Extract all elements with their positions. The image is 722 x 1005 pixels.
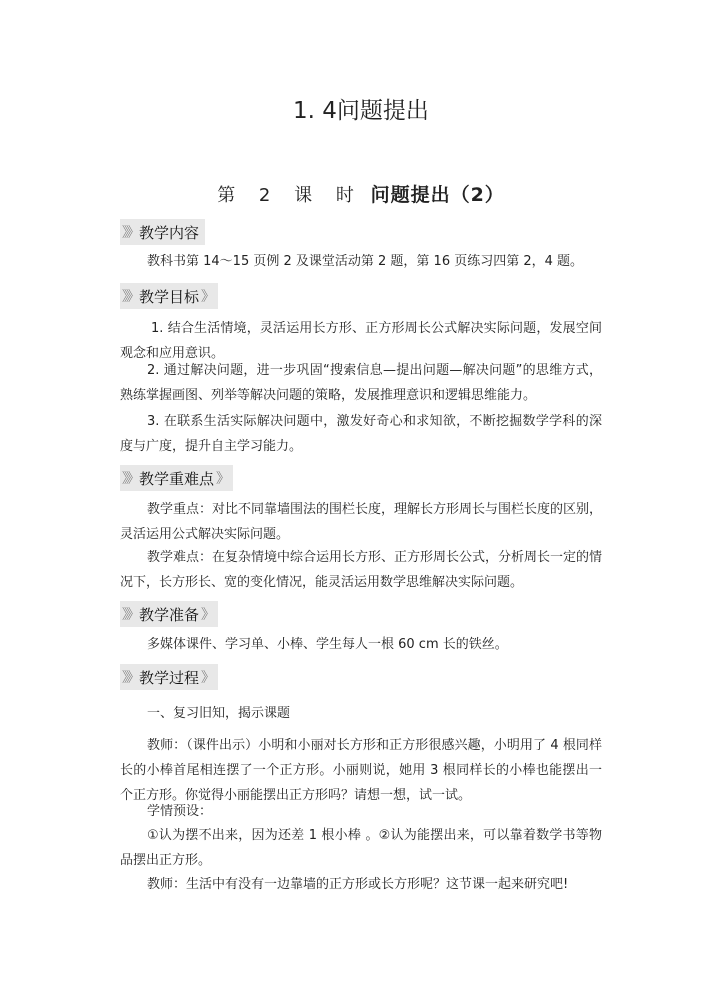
objective-item: 1. 结合生活情境，灵活运用长方形、正方形周长公式解决实际问题，发展空间观念和应用意识。 <box>120 321 602 361</box>
double-chevron-right-icon: 》 <box>216 471 228 487</box>
objective-item: 3. 在联系生活实际解决问题中，激发好奇心和求知欲，不断挖掘数学学科的深度与广度，提升自主学习能力。 <box>120 414 602 454</box>
lesson-number: 第 2 课 时 <box>217 185 363 206</box>
lesson-title <box>0 180 722 207</box>
section-header-content <box>120 219 205 245</box>
key-difficulty-text: 教学难点：在复杂情境中综合运用长方形、正方形周长公式，分析周长一定的情况下，长方形长、宽的变化情况，能灵活运用数学思维解决实际问题。 <box>120 550 603 590</box>
double-chevron-right-icon: 》 <box>201 607 213 623</box>
section-header-objectives <box>120 283 218 309</box>
section-header-label: 教学准备 <box>139 605 200 624</box>
process-teacher-text: 教师：（课件出示）小明和小丽对长方形和正方形很感兴趣，小明用了 4 根同样长的小棒首尾相连摆了一个正方形。小丽则说，她用 3 根同样长的小棒也能摆出一个正方形。你觉得小丽能摆出正方形吗？请想一想，试一试。 <box>120 738 602 803</box>
process-preview-text: ①认为摆不出来，因为还差 1 根小棒 。②认为能摆出来，可以靠着数学书等物品摆出正方形。 <box>120 828 602 868</box>
section-header-label: 教学目标 <box>139 287 200 306</box>
lesson-name: 问题提出（2） <box>370 184 505 206</box>
double-chevron-right-icon: 》 <box>201 670 213 686</box>
section-header-process <box>120 664 218 690</box>
double-chevron-icon: 》》 <box>122 289 137 305</box>
section-header-label: 教学重难点 <box>139 469 215 488</box>
double-chevron-icon: 》》 <box>122 471 137 487</box>
section-header-key-points <box>120 465 233 491</box>
section-header-label: 教学过程 <box>139 668 200 687</box>
process-step-heading: 一、复习旧知，揭示课题 <box>147 706 291 721</box>
section-header-label: 教学内容 <box>139 223 200 242</box>
double-chevron-icon: 》》 <box>122 670 137 686</box>
process-preview-label: 学情预设： <box>147 804 213 819</box>
double-chevron-icon: 》》 <box>122 225 137 241</box>
content-text: 教科书第 14～15 页例 2 及课堂活动第 2 题，第 16 页练习四第 2，4 题。 <box>147 254 584 269</box>
section-header-preparation <box>120 601 218 627</box>
double-chevron-right-icon: 》 <box>201 289 213 305</box>
key-focus-text: 教学重点：对比不同靠墙围法的围栏长度，理解长方形周长与围栏长度的区别，灵活运用公式解决实际问题。 <box>120 502 603 542</box>
objective-item: 2. 通过解决问题，进一步巩固“搜索信息—提出问题—解决问题”的思维方式，熟练掌握画图、列举等解决问题的策略，发展推理意识和逻辑思维能力。 <box>120 363 602 403</box>
double-chevron-icon: 》》 <box>122 607 137 623</box>
preparation-text: 多媒体课件、学习单、小棒、学生每人一根 60 cm 长的铁丝。 <box>147 637 508 652</box>
process-teacher-text: 教师：生活中有没有一边靠墙的正方形或长方形呢？这节课一起来研究吧! <box>147 877 569 892</box>
document-title: 1. 4问题提出 <box>293 98 429 124</box>
